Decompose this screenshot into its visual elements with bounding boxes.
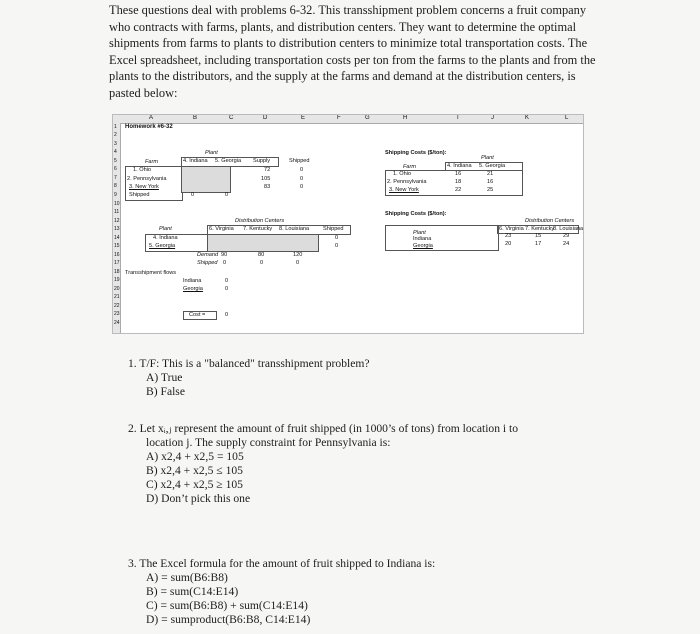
costs1-row-name: 1. Ohio [393,171,412,177]
demand-value: 90 [221,252,228,258]
col-header: L [565,115,569,121]
col-header: G [365,115,370,121]
col-header: K [525,115,530,121]
col-header: C [229,115,234,121]
flow-row-label: Indiana [183,278,202,284]
dc-col: 6. Virginia [209,226,234,232]
row-header: 13 [114,226,120,232]
answer-option[interactable]: A) x2,4 + x2,5 = 105 [146,450,244,463]
row-header: 5 [114,158,117,164]
question-1-stem: 1. T/F: This is a "balanced" transshipment problem? [128,357,370,370]
shipped-row-value: 0 [225,192,229,198]
question-3-stem: 3. The Excel formula for the amount of fruit shipped to Indiana is: [128,557,436,570]
row-header: 24 [114,320,120,326]
row-header: 22 [114,303,120,309]
costs1-value: 21 [487,171,494,177]
answer-option[interactable]: D) = sumproduct(B6:B8, C14:E14) [146,613,311,626]
col-header: J [491,115,494,121]
row-header: 18 [114,269,120,275]
farm-shipped-value: 0 [300,167,304,173]
row-header: 12 [114,218,120,224]
shipped-row-value: 0 [191,192,195,198]
row-header: 11 [114,209,120,215]
answer-option[interactable]: C) x2,4 + x2,5 ≥ 105 [146,478,243,491]
supply-value: 72 [264,167,271,173]
question-2-stem-cont: location j. The supply constraint for Pennsylvania is: [146,436,391,449]
answer-option[interactable]: D) Don’t pick this one [146,492,251,505]
cost-label: Cost = [189,312,206,318]
costs1-value: 16 [487,179,494,185]
col-header: F [337,115,341,121]
farm-shipped-value: 0 [300,184,304,190]
plant-shipped-value: 0 [335,235,339,241]
row-header: 21 [114,294,120,300]
shipped-row-label: Shipped [129,192,150,198]
answer-option[interactable]: B) x2,4 + x2,5 ≤ 105 [146,464,243,477]
row-header: 16 [114,252,120,258]
shipped2-value: 0 [296,260,300,266]
row-header: 15 [114,243,120,249]
row-header: 2 [114,132,117,138]
answer-option[interactable]: C) = sum(B6:B8) + sum(C14:E14) [146,599,308,612]
question-2 [128,422,518,506]
decision-cells [181,166,231,193]
shipped2-value: 0 [260,260,264,266]
row-header: 23 [114,311,120,317]
farm-label: Farm [145,159,159,165]
shipped2-label: Shipped [197,260,218,266]
row-header: 19 [114,277,120,283]
question-1 [128,357,370,399]
answer-option[interactable]: A) = sum(B6:B8) [146,571,228,584]
col-header: I [457,115,459,121]
costs1-title: Shipping Costs ($/ton): [385,150,447,156]
costs1-row-name: 3. New York [389,187,419,193]
row-header: 8 [114,183,117,189]
costs2-plant-box [385,225,499,251]
col-header: A [149,115,154,121]
sheet-title: Homework #6-32 [125,124,173,130]
dc-shipped-label: Shipped [323,226,344,232]
flow-row-label: Georgia [183,286,203,292]
dc-col: 8. Louisiana [279,226,310,232]
flow-cells [207,234,319,252]
spreadsheet-image [112,114,584,334]
col-header: E [301,115,306,121]
costs1-value: 18 [455,179,462,185]
farm-name: 3. New York [129,184,159,190]
costs2-value: 29 [563,233,570,239]
costs2-col: 7. Kentucky [525,226,555,232]
row-header: 9 [114,192,117,198]
plant-name: 4. Indiana [153,235,178,241]
plant-row-label: Plant [159,226,172,232]
plant-col: 4. Indiana [183,158,208,164]
costs2-value: 23 [505,233,512,239]
costs2-value: 17 [535,241,542,247]
costs2-value: 20 [505,241,512,247]
costs1-value: 16 [455,171,462,177]
row-header: 4 [114,149,117,155]
dc-col: 7. Kentucky [243,226,273,232]
costs1-row-name: 2. Pennsylvania [387,179,427,185]
col-header: H [403,115,408,121]
costs1-col: 5. Georgia [479,163,506,169]
costs2-col: 6. Virginia [499,226,524,232]
answer-option[interactable]: B) False [146,385,185,398]
row-header: 7 [114,175,117,181]
intro-paragraph: These questions deal with problems 6-32. This transshipment problem concerns a fruit company who contracts with farms, plants, and distribution centers. They want to determine the optimal shipments from farms to plants to distribution centers to minimize total transportation costs. The Excel spreadsheet, including transportation costs per ton from the farms to the plants and from the plants to the distributors, and the supply at the farms and demand at the distribution centers, is pasted below: [109,3,596,100]
plant-col: 5. Georgia [215,158,242,164]
farm-shipped-value: 0 [300,176,304,182]
question-3 [128,557,435,627]
transshipment-label: Transshipment flows [125,270,177,276]
shipped2-value: 0 [223,260,227,266]
question-2-stem: 2. Let xᵢ,ⱼ represent the amount of fruit shipped (in 1000’s of tons) from location i to [128,422,519,435]
costs1-value: 22 [455,187,462,193]
costs1-value: 25 [487,187,494,193]
shipped-label: Shipped [289,158,310,164]
row-header: 17 [114,260,120,266]
costs1-plant: Plant [481,155,494,161]
plant-name: 5. Georgia [149,243,176,249]
answer-option[interactable]: A) True [146,371,183,384]
flow-value: 0 [225,278,229,284]
supply-value: 83 [264,184,271,190]
row-headers [113,123,121,333]
demand-value: 80 [258,252,265,258]
plant-label: Plant [205,150,218,156]
costs2-col: 8. Louisiana [553,226,584,232]
row-header: 1 [114,124,117,130]
col-header: D [263,115,268,121]
costs2-value: 15 [535,233,542,239]
farm-name: 1. Ohio [133,167,152,173]
costs2-row-name: Georgia [413,243,433,249]
costs2-value: 24 [563,241,570,247]
demand-label: Demand [197,252,219,258]
supply-value: 105 [261,176,271,182]
dc-label: Distribution Centers [235,218,285,224]
costs2-dc: Distribution Centers [525,218,575,224]
costs1-col: 4. Indiana [447,163,472,169]
cost-value: 0 [225,312,229,318]
col-header: B [193,115,198,121]
answer-option[interactable]: B) = sum(C14:E14) [146,585,239,598]
costs1-farm: Farm [403,164,417,170]
supply-label: Supply [253,158,271,164]
row-header: 3 [114,141,117,147]
plant-shipped-value: 0 [335,243,339,249]
costs2-title: Shipping Costs ($/ton): [385,211,447,217]
row-header: 14 [114,235,120,241]
column-headers [113,115,583,124]
row-header: 10 [114,201,120,207]
row-header: 20 [114,286,120,292]
row-header: 6 [114,166,117,172]
demand-value: 120 [293,252,303,258]
costs2-plant: Plant [413,230,426,236]
flow-value: 0 [225,286,229,292]
costs2-row-name: Indiana [413,236,432,242]
farm-name: 2. Pennsylvania [127,176,167,182]
